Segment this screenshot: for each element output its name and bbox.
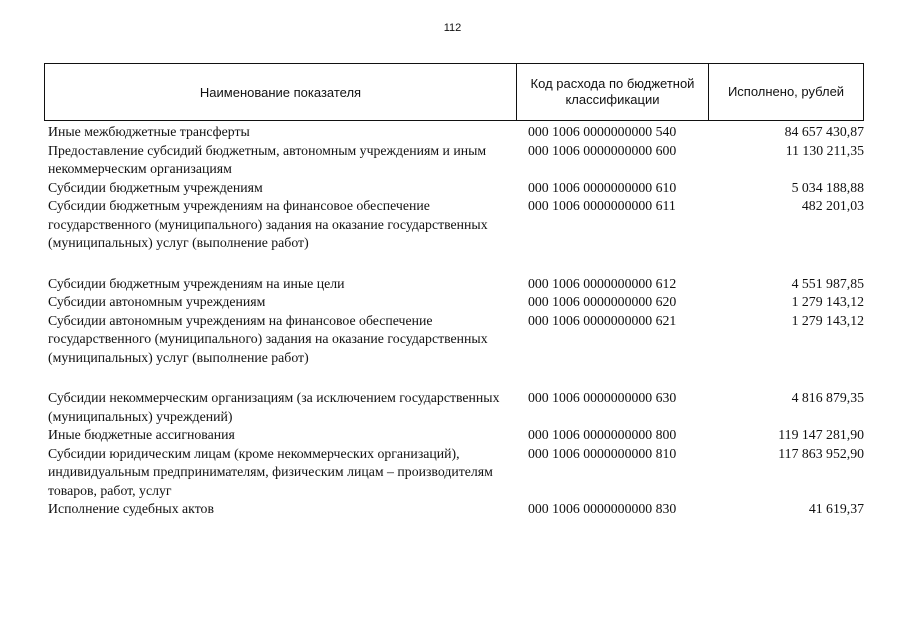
page-number: 112: [443, 22, 462, 34]
table-row: [48, 179, 868, 198]
row-name: Иные бюджетные ассигнования: [48, 427, 235, 442]
row-name: Субсидии юридическим лицам (кроме некоммерческих организаций), индивидуальным предпринимателям, физическим лицам – производителям товаров, работ, услуг: [48, 445, 493, 498]
row-name: Субсидии бюджетным учреждениям на финансовое обеспечение государственного (муниципального) задания на оказание государственных (муниципальных) услуг (выполнение работ): [48, 198, 488, 250]
row-name: Субсидии некоммерческим организациям (за исключением государственных (муниципальных) учреждений): [48, 390, 500, 424]
row-name: Иные межбюджетные трансферты: [48, 124, 250, 139]
row-name: Субсидии бюджетным учреждениям на иные цели: [48, 275, 345, 291]
table-body: [48, 123, 868, 519]
row-name: Субсидии автономным учреждениям: [48, 294, 266, 309]
row-code: 000 1006 0000000000 610: [528, 179, 677, 195]
row-name: Предоставление субсидий бюджетным, автономным учреждениям и иным некоммерческим организациям: [48, 142, 487, 176]
row-code: 000 1006 0000000000 620: [528, 294, 677, 309]
table-row: [48, 426, 868, 445]
table-row: [48, 312, 868, 368]
row-code: 000 1006 0000000000 630: [528, 390, 677, 405]
table-row: [48, 389, 868, 426]
row-amount: 119 147 281,90: [778, 427, 864, 442]
table-row: [48, 445, 868, 501]
table-row: [48, 142, 868, 179]
row-code: 000 1006 0000000000 810: [528, 445, 677, 461]
row-amount: 4 816 879,35: [791, 390, 864, 405]
row-amount: 482 201,03: [801, 198, 864, 213]
table-header: [44, 63, 864, 121]
header-amount: Исполнено, рублей: [727, 84, 845, 99]
table-row: [48, 500, 868, 519]
row-code: 000 1006 0000000000 540: [528, 124, 677, 139]
table-row: [48, 275, 868, 294]
row-code: 000 1006 0000000000 612: [528, 275, 677, 291]
row-code: 000 1006 0000000000 830: [528, 501, 677, 516]
row-amount: 41 619,37: [808, 501, 864, 516]
row-code: 000 1006 0000000000 621: [528, 312, 677, 328]
row-amount: 84 657 430,87: [784, 124, 864, 139]
row-amount: 5 034 188,88: [791, 179, 864, 195]
header-code: Код расхода по бюджетной классификации: [517, 64, 709, 120]
row-amount: 1 279 143,12: [791, 312, 864, 328]
row-name: Субсидии бюджетным учреждениям: [48, 179, 263, 195]
row-name: Исполнение судебных актов: [48, 501, 214, 516]
row-code: 000 1006 0000000000 611: [528, 198, 676, 213]
row-code: 000 1006 0000000000 800: [528, 427, 677, 442]
table-row: [48, 293, 868, 312]
row-code: 000 1006 0000000000 600: [528, 142, 677, 158]
table-row: [48, 197, 868, 253]
row-amount: 4 551 987,85: [791, 275, 864, 291]
row-name: Субсидии автономным учреждениям на финансовое обеспечение государственного (муниципального) задания на оказание государственных (муниципальных) услуг (выполнение работ): [48, 312, 488, 365]
row-amount: 11 130 211,35: [785, 142, 864, 158]
table-row: [48, 123, 868, 142]
header-name: Наименование показателя: [45, 64, 517, 120]
row-amount: 1 279 143,12: [791, 294, 864, 309]
row-amount: 117 863 952,90: [778, 445, 864, 461]
